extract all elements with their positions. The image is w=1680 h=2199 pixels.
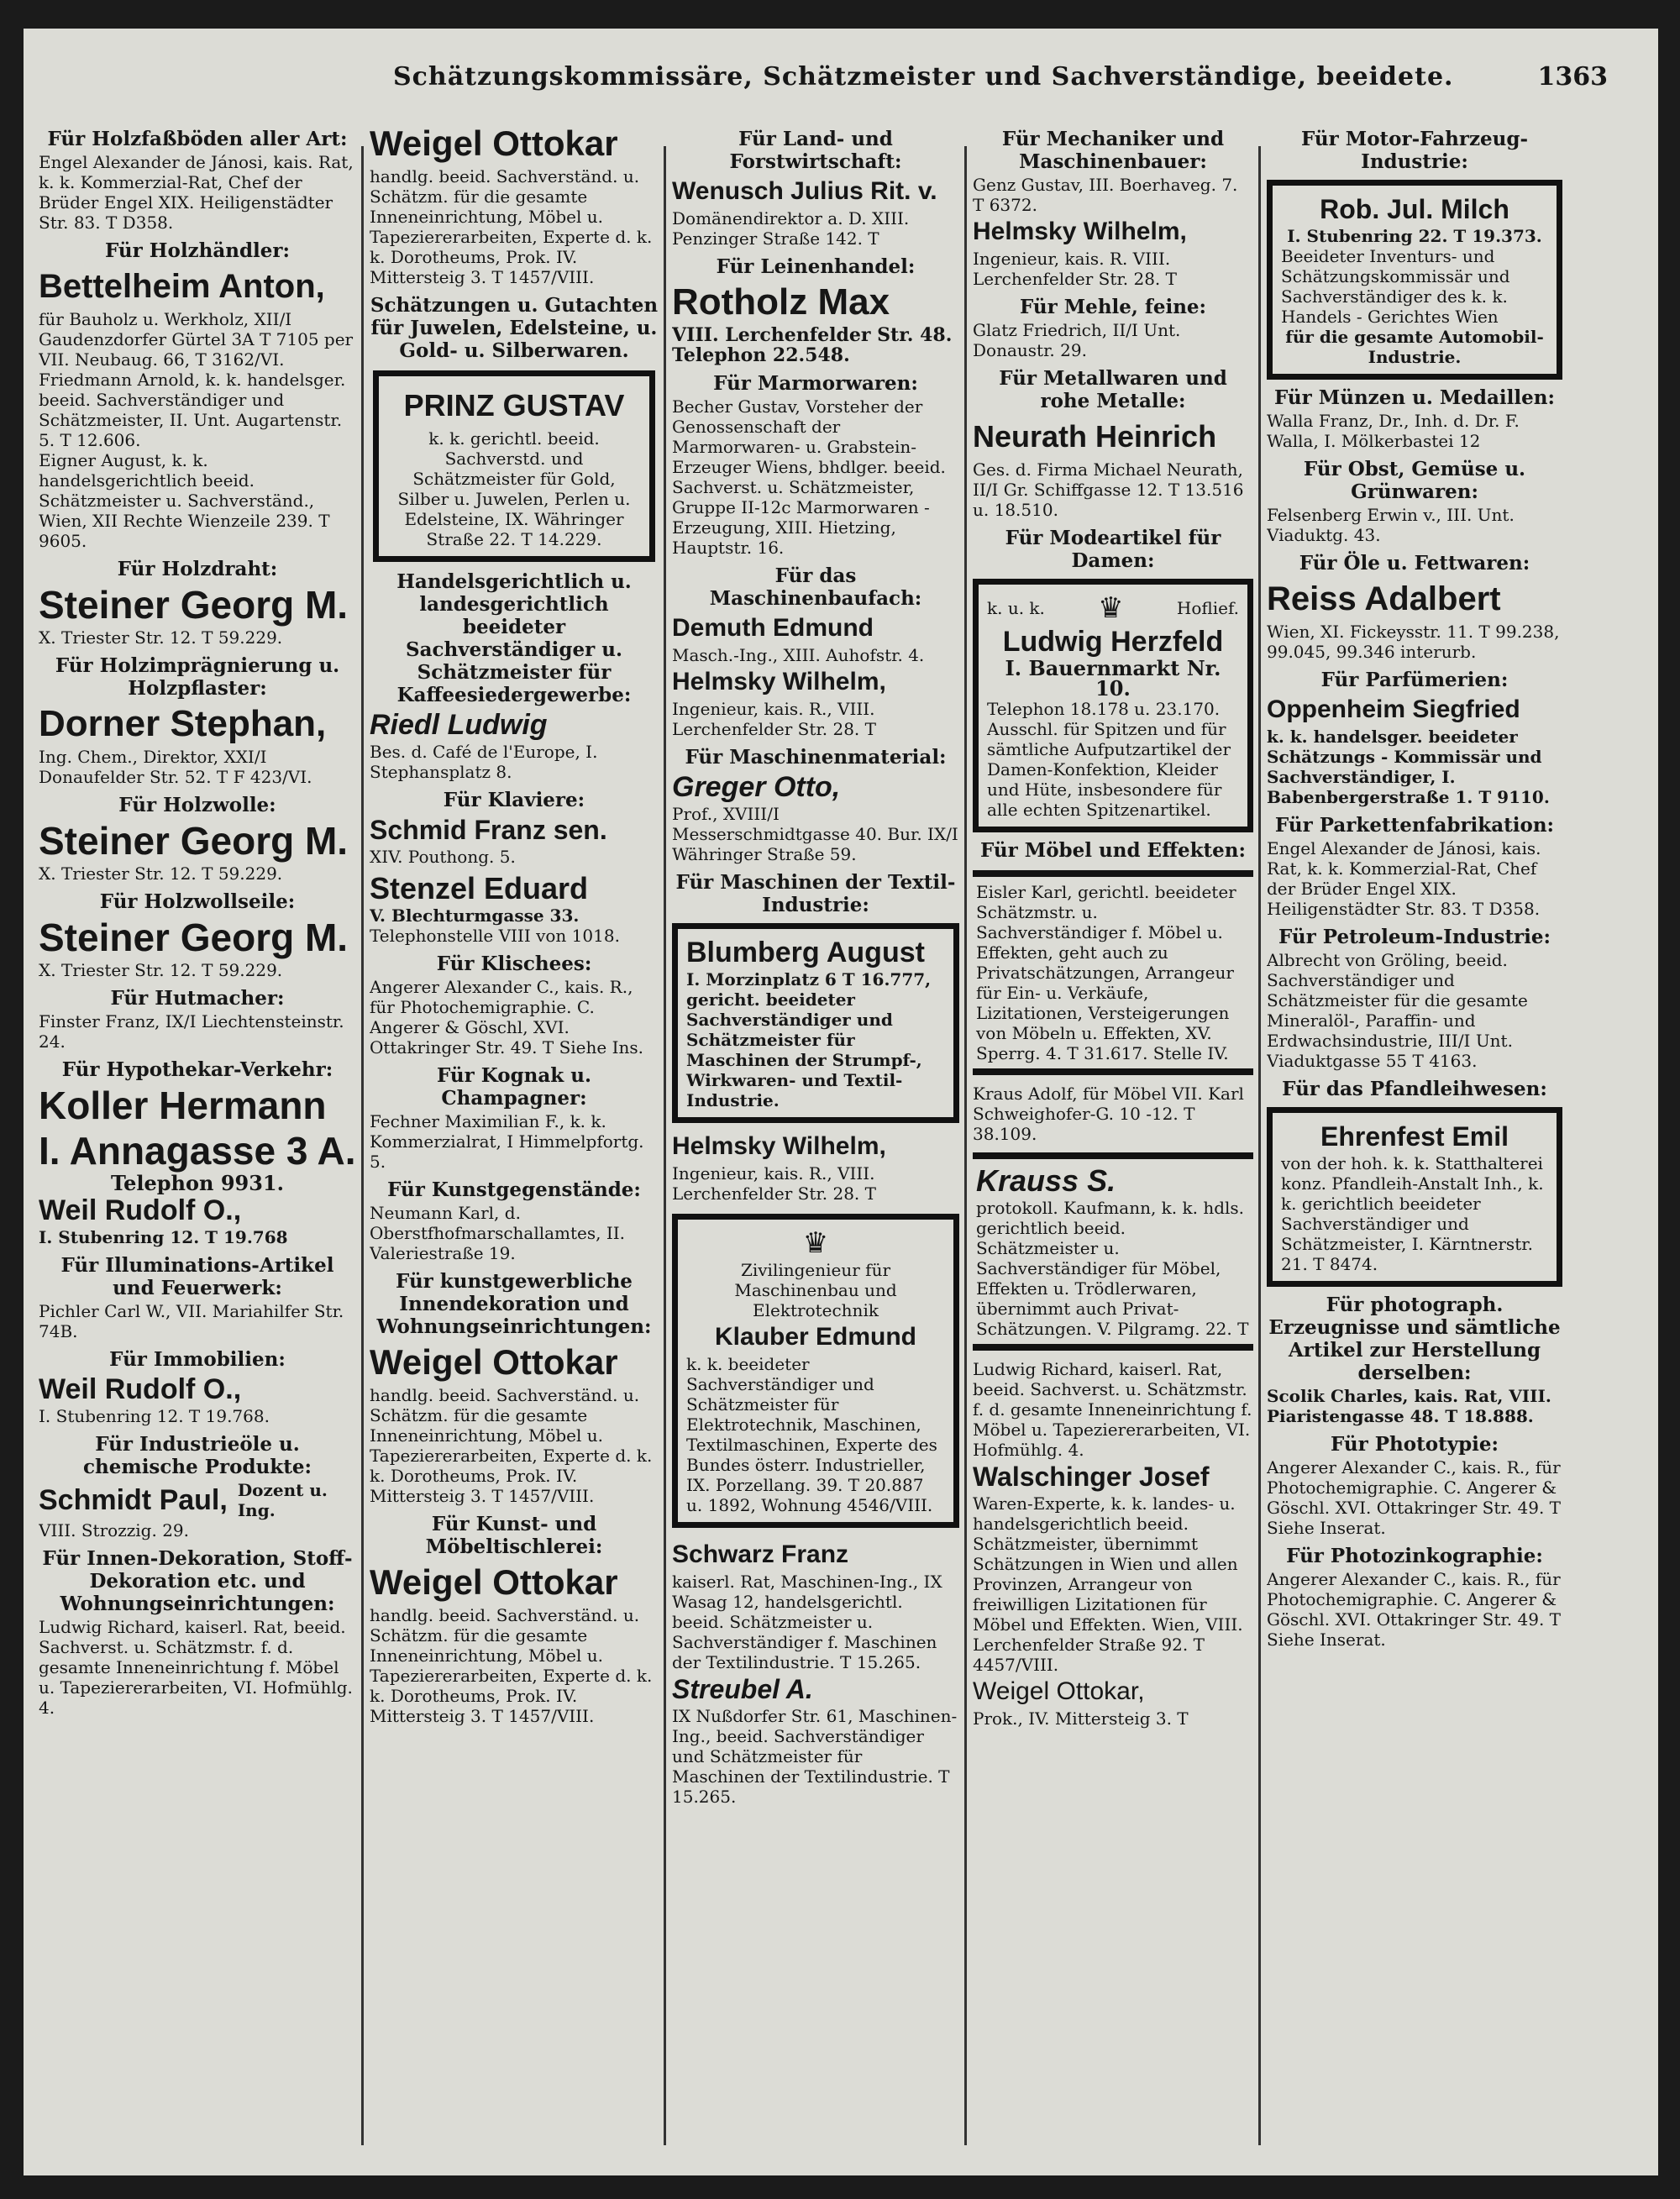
entry: Ludwig Richard, kaiserl. Rat, beeid. Sachverst. u. Schätzmstr. f. d. gesamte Inneneinrichtung f. Möbel u. Tapeziererarbeiten, VI. Hofmühlg. 4. xyxy=(973,1359,1252,1460)
entry: I. Morzinplatz 6 T 16.777, gericht. beeideter Sachverständiger und Schätzmeister für Maschinen der Strumpf-, Wirkwaren- und Textil-Industrie. xyxy=(686,969,932,1110)
entry-name: Walschinger Josef xyxy=(973,1462,1210,1492)
entry-name: Neurath Heinrich xyxy=(973,419,1217,454)
entry-name: Blumberg August xyxy=(686,937,925,968)
section-heading: Für Kunst- und Möbeltischlerei: xyxy=(425,1513,603,1558)
section-heading: Für Parkettenfabrikation: xyxy=(1274,814,1555,837)
entry: Engel Alexander de Jánosi, kais. Rat, k. k. Kommerzial-Rat, Chef der Brüder Engel XIX. Heiligenstädter Str. 83. T D358. xyxy=(1267,838,1541,919)
entry: Genz Gustav, III. Boerhaveg. 7. T 6372. xyxy=(973,175,1238,215)
entry-name: PRINZ GUSTAV xyxy=(403,388,625,422)
column-rule xyxy=(664,146,666,2145)
entry-name: Dorner Stephan, xyxy=(39,703,327,744)
entry: Zivilingenieur für Maschinenbau und Elektrotechnik xyxy=(734,1260,897,1320)
section-heading: Für Industrieöle u. chemische Produkte: xyxy=(83,1433,312,1478)
entry: I. Stubenring 12. T 19.768. xyxy=(39,1406,270,1426)
entry: handlg. beeid. Sachverständ. u. Schätzm. für die gesamte Inneneinrichtung, Möbel u. Tapeziererarbeiten, Experte d. k. k. Dorotheums, Prok. IV. Mittersteig 3. T 1457/VIII. xyxy=(370,1385,653,1506)
section-heading: Schätzungen u. Gutachten für Juwelen, Edelsteine, u. Gold- u. Silberwaren. xyxy=(370,294,659,362)
entry: protokoll. Kaufmann, k. k. hdls. gerichtlich beeid. Schätzmeister u. Sachverständiger für Möbel, Effekten u. Trödlerwaren, übernimmt auch Privat-Schätzungen. V. Pilgramg. 22. T xyxy=(976,1198,1249,1339)
entry: Ingenieur, kais. R., VIII. Lerchenfelder Str. 28. T xyxy=(672,1163,876,1204)
entry-address: I. Bauernmarkt Nr. 10. xyxy=(1005,656,1221,701)
entry-name: Ehrenfest Emil xyxy=(1320,1121,1509,1152)
entry: Telephonstelle VIII von 1018. xyxy=(370,926,620,946)
entry: handlg. beeid. Sachverständ. u. Schätzm. für die gesamte Inneneinrichtung, Möbel u. Tapeziererarbeiten, Experte d. k. k. Dorotheums, Prok. IV. Mittersteig 3. T 1457/VIII. xyxy=(370,1605,653,1726)
entry-name: Greger Otto, xyxy=(672,771,841,803)
section-heading: Für Land- und Forstwirtschaft: xyxy=(729,128,902,173)
entry-name: Rob. Jul. Milch xyxy=(1320,194,1509,224)
section-heading: Für Obst, Gemüse u. Grünwaren: xyxy=(1303,458,1526,503)
page-header xyxy=(24,62,1658,121)
entry-label: Hoflief. xyxy=(1176,598,1239,618)
section-heading: Für Mechaniker und Maschinenbauer: xyxy=(1001,128,1225,173)
section-heading: Für Modeartikel für Damen: xyxy=(1005,527,1221,572)
entry: von der hoh. k. k. Statthalterei konz. Pfandleih-Anstalt Inh., k. k. gerichtlich beeideter Sachverständiger und Schätzmeister, I. Kärntnerstr. 21. T 8474. xyxy=(1281,1153,1544,1274)
entry: Ingenieur, kais. R., VIII. Lerchenfelder Str. 28. T xyxy=(672,699,876,739)
entry: Telephon 22.548. xyxy=(672,344,850,366)
entry-name: Koller Hermann xyxy=(39,1084,327,1127)
entry: Albrecht von Gröling, beeid. Sachverständiger und Schätzmeister für die gesamte Mineralöl-, Paraffin- und Erdwachsindustrie, III/I Unt. Viaduktgasse 55 T 4163. xyxy=(1267,950,1528,1071)
entry-name: Weil Rudolf O., xyxy=(39,1194,242,1226)
section-heading: Für Hutmacher: xyxy=(110,987,285,1010)
section-heading: Für Maschinen der Textil-Industrie: xyxy=(675,871,956,916)
column-1 xyxy=(39,121,356,2154)
entry: X. Triester Str. 12. T 59.229. xyxy=(39,627,283,648)
section-heading: Für Klaviere: xyxy=(443,789,585,811)
entry: Ges. d. Firma Michael Neurath, II/I Gr. Schiffgasse 12. T 13.516 u. 18.510. xyxy=(973,459,1244,520)
section-heading: Für Holzfaßböden aller Art: xyxy=(47,128,348,150)
section-heading: Für Mehle, feine: xyxy=(1019,296,1207,318)
entry: Eisler Karl, gerichtl. beeideter Schätzmstr. u. Sachverständiger f. Möbel u. Effekten, geht auch zu Privatschätzungen, Arrangeur für Ein- u. Verkäufe, Lizitationen, Versteigerungen von Möbeln u. Effekten, XV. Sperrg. 4. T 31.617. Stelle IV. xyxy=(976,882,1236,1063)
column-rule xyxy=(361,146,364,2145)
entry: Engel Alexander de Jánosi, kais. Rat, k. k. Kommerzial-Rat, Chef der Brüder Engel XIX. Heiligenstädter Str. 83. T D358. xyxy=(39,152,354,233)
entry-name: Weigel Ottokar xyxy=(370,123,618,163)
entry: IX Nußdorfer Str. 61, Maschinen-Ing., beeid. Sachverständiger und Schätzmeister für Maschinen der Textilindustrie. T 15.265. xyxy=(672,1706,958,1807)
section-heading: Für Petroleum-Industrie: xyxy=(1278,926,1551,948)
entry-name: Steiner Georg M. xyxy=(39,583,349,627)
section-heading: Für kunstgewerbliche Innendekoration und Wohnungseinrichtungen: xyxy=(376,1270,652,1338)
entry: Waren-Experte, k. k. landes- u. handelsgerichtlich beeid. Schätzmeister, übernimmt Schätzungen in Wien und allen Provinzen, Arrangeur von freiwilligen Lizitationen für Möbel und Effekten. Wien, VIII. Lerchenfelder Straße 92. T 4457/VIII. xyxy=(973,1493,1243,1675)
entry: Kraus Adolf, für Möbel VII. Karl Schweighofer-G. 10 -12. T 38.109. xyxy=(973,1084,1244,1144)
entry: handlg. beeid. Sachverständ. u. Schätzm. für die gesamte Inneneinrichtung, Möbel u. Tapeziererarbeiten, Experte d. k. k. Dorotheums, Prok. IV. Mittersteig 3. T 1457/VIII. xyxy=(370,166,653,287)
entry: k. k. beeideter Sachverständiger und Schätzmeister für Elektrotechnik, Maschinen, Textilmaschinen, Experte des Bundes österr. Industrieller, IX. Porzellang. 39. T 20.887 u. 1892, Wohnung 4546/VIII. xyxy=(686,1354,937,1515)
entry: Walla Franz, Dr., Inh. d. Dr. F. Walla, I. Mölkerbastei 12 xyxy=(1267,411,1520,451)
entry: kaiserl. Rat, Maschinen-Ing., IX Wasag 12, handelsgerichtl. beeid. Schätzmeister u. Sachverständiger f. Maschinen der Textilindustrie. T 15.265. xyxy=(672,1572,942,1672)
ad-box xyxy=(973,579,1253,832)
entry-name: Wenusch Julius Rit. v. xyxy=(672,177,937,205)
entry: Prof., XVIII/I Messerschmidtgasse 40. Bur. IX/I Währinger Straße 59. xyxy=(672,804,958,864)
entry: Scolik Charles, kais. Rat, VIII. Piaristengasse 48. T 18.888. xyxy=(1267,1386,1551,1426)
entry: Neumann Karl, d. Oberstfhofmarschallamtes, II. Valeriestraße 19. xyxy=(370,1203,626,1263)
column-5 xyxy=(1267,121,1562,2154)
entry: Ludwig Richard, kaiserl. Rat, beeid. Sachverst. u. Schätzmstr. f. d. gesamte Inneneinrichtung f. Möbel u. Tapeziererarbeiten, VI. Hofmühlg. 4. xyxy=(39,1617,353,1718)
entry-name: Bettelheim Anton, xyxy=(39,268,325,305)
entry: für die gesamte Automobil-Industrie. xyxy=(1285,327,1544,367)
entry: Domänendirektor a. D. XIII. Penzinger Straße 142. T xyxy=(672,208,910,249)
entry-name: Weigel Ottokar, xyxy=(973,1677,1145,1705)
section-heading: Für Immobilien: xyxy=(109,1348,286,1371)
ad-band xyxy=(973,1152,1253,1351)
section-heading: Für Photozinkographie: xyxy=(1286,1545,1543,1567)
entry: k. k. gerichtl. beeid. Sachverstd. und Schätzmeister für Gold, Silber u. Juwelen, Perlen u. Edelsteine, IX. Währinger Straße 22. T 14.229. xyxy=(397,428,631,549)
entry-title: Dozent u. Ing. xyxy=(237,1480,328,1520)
entry-name: Schwarz Franz xyxy=(672,1540,849,1568)
entry: I. Stubenring 12. T 19.768 xyxy=(39,1227,288,1247)
entry-name: Streubel A. xyxy=(672,1674,813,1704)
entry: VIII. Lerchenfelder Str. 48. xyxy=(672,324,953,346)
section-heading: Handelsgerichtlich u. landesgerichtlich beeideter Sachverständiger u. Schätzmeister für Kaffeesiedergewerbe: xyxy=(396,570,632,706)
section-heading: Für Kognak u. Champagner: xyxy=(437,1064,591,1110)
section-heading: Für Öle u. Fettwaren: xyxy=(1299,552,1530,575)
entry-name: Klauber Edmund xyxy=(714,1323,916,1351)
entry-name: Schmid Franz sen. xyxy=(370,815,607,845)
entry: Ingenieur, kais. R. VIII. Lerchenfelder Str. 28. T xyxy=(973,249,1177,289)
entry: Angerer Alexander C., kais. R., für Photochemigraphie. C. Angerer & Göschl, XVI. Ottakringer Str. 49. T Siehe Ins. xyxy=(370,977,643,1058)
entry-name: Helmsky Wilhelm, xyxy=(973,218,1187,245)
ad-box xyxy=(1267,180,1562,380)
entry: X. Triester Str. 12. T 59.229. xyxy=(39,863,283,884)
entry: Eigner August, k. k. handelsgerichtlich beeid. Schätzmeister u. Sachverständ., Wien, XII Rechte Wienzeile 239. T 9605. xyxy=(39,450,330,551)
entry: X. Triester Str. 12. T 59.229. xyxy=(39,960,283,980)
section-heading: Für Maschinenmaterial: xyxy=(685,746,947,769)
column-3 xyxy=(672,121,959,2154)
section-heading: Für Klischees: xyxy=(436,953,592,975)
section-heading: Für Innen-Dekoration, Stoff-Dekoration etc. und Wohnungseinrichtungen: xyxy=(42,1547,353,1615)
entry-label: k. u. k. xyxy=(987,598,1045,618)
page-number: 1363 xyxy=(1537,62,1608,92)
entry-address: I. Annagasse 3 A. xyxy=(39,1129,356,1173)
section-heading: Für Holzwolle: xyxy=(118,794,276,816)
section-heading: Für Hypothekar-Verkehr: xyxy=(61,1058,333,1081)
column-rule xyxy=(964,146,967,2145)
entry: V. Blechturmgasse 33. xyxy=(370,905,580,926)
section-heading: Für Metallwaren und rohe Metalle: xyxy=(999,367,1227,412)
entry-name: Krauss S. xyxy=(976,1163,1116,1198)
section-heading: Für Kunstgegenstände: xyxy=(387,1178,641,1201)
entry: Angerer Alexander C., kais. R., für Photochemigraphie. C. Angerer & Göschl. XVI. Ottakringer Str. 49. T Siehe Inserat. xyxy=(1267,1569,1561,1650)
entry: Telephon 18.178 u. 23.170. Ausschl. für Spitzen und für sämtliche Aufputzartikel der Damen-Konfektion, Kleider und Hüte, insbesondere für alle echten Spitzenartikel. xyxy=(987,699,1231,820)
entry-address: I. Stubenring 22. T 19.373. xyxy=(1287,226,1542,246)
section-heading: Für Holzimprägnierung u. Holzpflaster: xyxy=(55,654,340,700)
section-heading: Für das Pfandleihwesen: xyxy=(1282,1078,1547,1100)
entry-name: Weigel Ottokar xyxy=(370,1562,618,1602)
entry-name: Oppenheim Siegfried xyxy=(1267,695,1520,723)
ad-box xyxy=(1267,1107,1562,1287)
entry-name: Helmsky Wilhelm, xyxy=(672,668,886,695)
entry: Bes. d. Café de l'Europe, I. Stephansplatz 8. xyxy=(370,742,598,782)
entry: Telephon 9931. xyxy=(111,1171,284,1195)
entry: Becher Gustav, Vorsteher der Genossenschaft der Marmorwaren- u. Grabstein-Erzeuger Wiens, bhdlger. beeid. Sachverst. u. Schätzmeister, Gruppe II-12c Marmorwaren - Erzeugung, XIII. Hietzing, Hauptstr. 16. xyxy=(672,396,946,558)
section-heading: Für Möbel und Effekten: xyxy=(979,839,1246,862)
entry: Beeideter Inventurs- und Schätzungskommissär und Sachverständiger des k. k. Handels - Gerichtes Wien xyxy=(1281,246,1510,327)
section-heading: Für Holzhändler: xyxy=(104,239,291,262)
entry: Finster Franz, IX/I Liechtensteinstr. 24. xyxy=(39,1011,344,1052)
entry: Masch.-Ing., XIII. Auhofstr. 4. xyxy=(672,645,925,665)
entry: für Bauholz u. Werkholz, XII/I Gaudenzdorfer Gürtel 3A T 7105 per VII. Neubaug. 66, T 3162/VI. xyxy=(39,309,354,370)
entry: Angerer Alexander C., kais. R., für Photochemigraphie. C. Angerer & Göschl. XVI. Ottakringer Str. 49. T Siehe Inserat. xyxy=(1267,1457,1561,1538)
entry: Pichler Carl W., VII. Mariahilfer Str. 74B. xyxy=(39,1301,344,1341)
ad-box xyxy=(672,1214,959,1528)
entry-name: Demuth Edmund xyxy=(672,614,874,642)
column-4 xyxy=(973,121,1253,2154)
ad-band xyxy=(973,870,1253,1075)
entry: Glatz Friedrich, II/I Unt. Donaustr. 29. xyxy=(973,320,1181,360)
entry-name: Steiner Georg M. xyxy=(39,916,349,959)
entry: Wien, XI. Fickeysstr. 11. T 99.238, 99.045, 99.346 interurb. xyxy=(1267,622,1560,662)
entry-name: Rotholz Max xyxy=(672,281,890,323)
entry: Felsenberg Erwin v., III. Unt. Viaduktg. 43. xyxy=(1267,505,1515,545)
section-heading: Für Motor-Fahrzeug-Industrie: xyxy=(1300,128,1529,173)
section-heading: Für Illuminations-Artikel und Feuerwerk: xyxy=(60,1254,334,1299)
entry-name: Weil Rudolf O., xyxy=(39,1373,242,1405)
section-heading: Für Leinenhandel: xyxy=(716,255,916,278)
entry-name: Reiss Adalbert xyxy=(1267,580,1501,617)
entry-name: Riedl Ludwig xyxy=(370,709,548,741)
entry-name: Ludwig Herzfeld xyxy=(1002,626,1224,658)
column-2 xyxy=(370,121,659,2154)
entry-name: Steiner Georg M. xyxy=(39,819,349,863)
section-heading: Für Münzen u. Medaillen: xyxy=(1274,386,1555,409)
section-heading: Für photograph. Erzeugnisse und sämtliche Artikel zur Herstellung derselben: xyxy=(1268,1294,1561,1384)
section-heading: Für Holzdraht: xyxy=(117,558,278,580)
directory-page xyxy=(24,29,1658,2175)
section-heading: Für Phototypie: xyxy=(1330,1433,1499,1456)
entry: Fechner Maximilian F., k. k. Kommerzialrat, I Himmelpfortg. 5. xyxy=(370,1111,644,1172)
section-heading: Für Holzwollseile: xyxy=(99,890,296,913)
entry: Prok., IV. Mittersteig 3. T xyxy=(973,1708,1189,1729)
entry-name: Stenzel Eduard xyxy=(370,871,589,905)
double-eagle-crest-icon: ♛ xyxy=(802,1226,829,1260)
entry: XIV. Pouthong. 5. xyxy=(370,847,516,867)
section-heading: Für das Maschinenbaufach: xyxy=(709,564,922,610)
entry-name: Helmsky Wilhelm, xyxy=(672,1132,886,1160)
entry: Ing. Chem., Direktor, XXI/I Donaufelder Str. 52. T F 423/VI. xyxy=(39,747,312,787)
entry: Friedmann Arnold, k. k. handelsger. beeid. Sachverständiger und Schätzmeister, II. Unt. Augartenstr. 5. T 12.606. xyxy=(39,370,346,450)
page-title: Schätzungskommissäre, Schätzmeister und Sachverständige, beeidete. xyxy=(393,62,1454,92)
entry-name: Weigel Ottokar xyxy=(370,1342,618,1382)
section-heading: Für Marmorwaren: xyxy=(713,372,918,395)
entry: VIII. Strozzig. 29. xyxy=(39,1520,189,1540)
entry: k. k. handelsger. beeideter Schätzungs - Kommissär und Sachverständiger, I. Babenbergerstraße 1. T 9110. xyxy=(1267,727,1550,807)
section-heading: Für Parfümerien: xyxy=(1320,669,1509,691)
column-rule xyxy=(1258,146,1261,2145)
double-eagle-crest-icon: ♛ xyxy=(1098,591,1124,625)
entry-name: Schmidt Paul, xyxy=(39,1484,228,1516)
ad-box xyxy=(373,370,655,562)
ad-box xyxy=(672,923,959,1123)
